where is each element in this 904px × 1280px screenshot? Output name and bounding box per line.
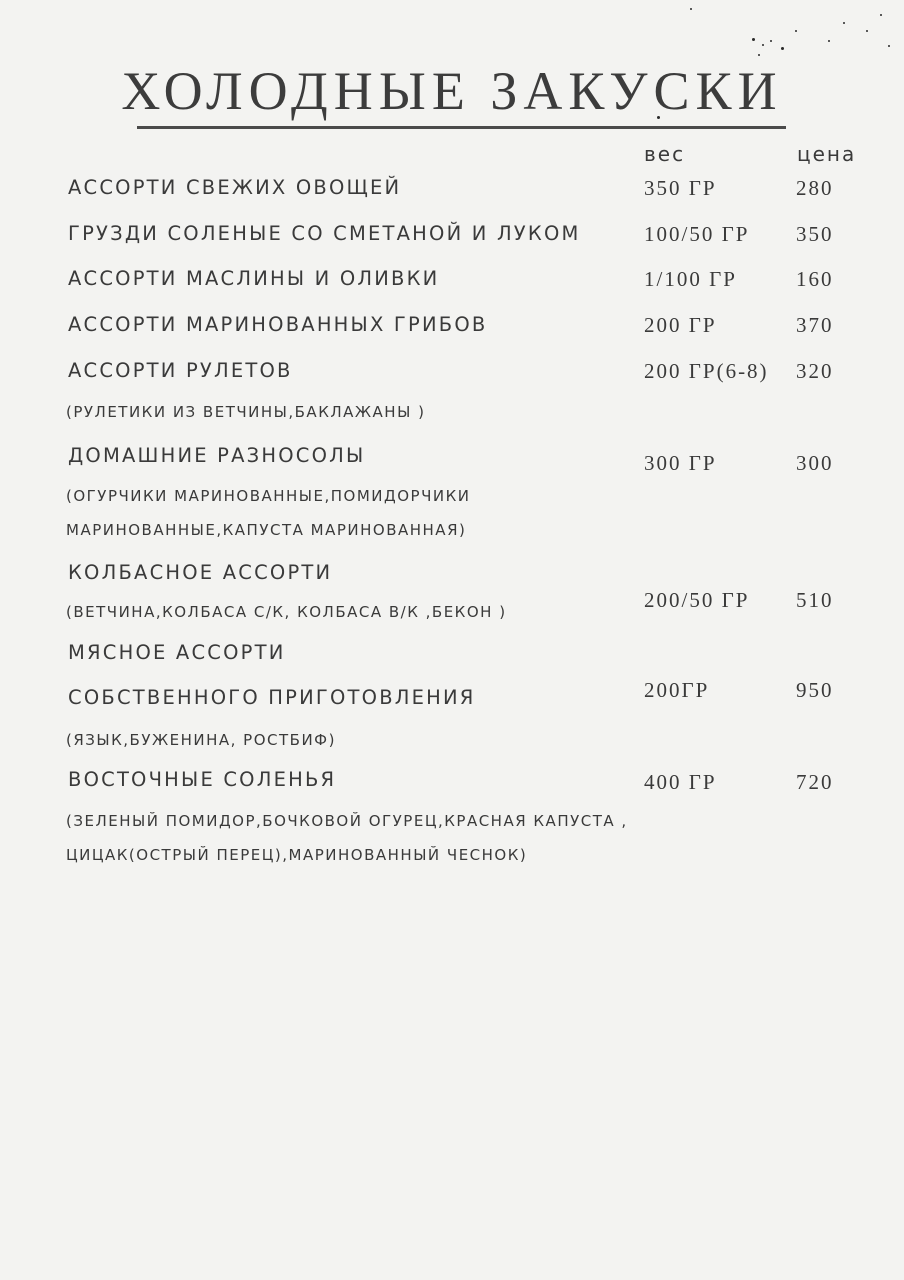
- ink-speck: [758, 54, 760, 56]
- ink-speck: [781, 47, 784, 50]
- item-weight: 200/50 ГР: [644, 588, 750, 612]
- item-name: ДОМАШНИЕ РАЗНОСОЛЫ: [68, 444, 366, 467]
- price-column-header: цена: [797, 142, 857, 166]
- item-price: 300: [796, 451, 834, 475]
- ink-speck: [690, 8, 692, 10]
- item-weight: 400 ГР: [644, 770, 717, 794]
- item-name: АССОРТИ МАСЛИНЫ И ОЛИВКИ: [68, 267, 440, 290]
- item-price: 950: [796, 678, 834, 702]
- ink-speck: [880, 14, 882, 16]
- item-name: МЯСНОЕ АССОРТИ: [68, 641, 286, 664]
- ink-speck: [752, 38, 755, 41]
- item-description: (ЯЗЫК,БУЖЕНИНА, РОСТБИФ): [66, 731, 336, 749]
- item-price: 320: [796, 359, 834, 383]
- item-price: 280: [796, 176, 834, 200]
- item-description: (РУЛЕТИКИ ИЗ ВЕТЧИНЫ,БАКЛАЖАНЫ ): [66, 403, 426, 421]
- item-weight: 300 ГР: [644, 451, 717, 475]
- item-description: ЦИЦАК(ОСТРЫЙ ПЕРЕЦ),МАРИНОВАННЫЙ ЧЕСНОК): [66, 846, 528, 864]
- menu-title: ХОЛОДНЫЕ ЗАКУСКИ: [121, 61, 783, 121]
- item-weight: 350 ГР: [644, 176, 717, 200]
- item-description: МАРИНОВАННЫЕ,КАПУСТА МАРИНОВАННАЯ): [66, 521, 467, 539]
- ink-speck: [843, 22, 845, 24]
- item-name: ВОСТОЧНЫЕ СОЛЕНЬЯ: [68, 768, 337, 791]
- item-weight: 200ГР: [644, 678, 710, 702]
- item-name-continued: СОБСТВЕННОГО ПРИГОТОВЛЕНИЯ: [68, 686, 476, 709]
- item-description: (ОГУРЧИКИ МАРИНОВАННЫЕ,ПОМИДОРЧИКИ: [66, 487, 471, 505]
- item-price: 350: [796, 222, 834, 246]
- weight-column-header: вес: [644, 142, 686, 166]
- item-description: (ЗЕЛЕНЫЙ ПОМИДОР,БОЧКОВОЙ ОГУРЕЦ,КРАСНАЯ КАПУСТА ,: [66, 812, 628, 830]
- item-price: 160: [796, 267, 834, 291]
- ink-speck: [770, 40, 772, 42]
- ink-speck: [888, 45, 890, 47]
- ink-speck: [866, 30, 868, 32]
- item-price: 370: [796, 313, 834, 337]
- ink-speck: [795, 30, 797, 32]
- item-name: ГРУЗДИ СОЛЕНЫЕ СО СМЕТАНОЙ И ЛУКОМ: [68, 222, 581, 245]
- item-weight: 200 ГР(6-8): [644, 359, 769, 383]
- ink-speck: [762, 44, 764, 46]
- item-name: АССОРТИ СВЕЖИХ ОВОЩЕЙ: [68, 176, 402, 199]
- item-description: (ВЕТЧИНА,КОЛБАСА С/К, КОЛБАСА В/К ,БЕКОН ): [66, 603, 507, 621]
- item-price: 510: [796, 588, 834, 612]
- item-weight: 200 ГР: [644, 313, 717, 337]
- ink-speck: [828, 40, 830, 42]
- title-underline: [137, 126, 786, 129]
- item-name: АССОРТИ РУЛЕТОВ: [68, 359, 293, 382]
- item-weight: 100/50 ГР: [644, 222, 750, 246]
- item-weight: 1/100 ГР: [644, 267, 737, 291]
- item-name: КОЛБАСНОЕ АССОРТИ: [68, 561, 333, 584]
- item-price: 720: [796, 770, 834, 794]
- item-name: АССОРТИ МАРИНОВАННЫХ ГРИБОВ: [68, 313, 488, 336]
